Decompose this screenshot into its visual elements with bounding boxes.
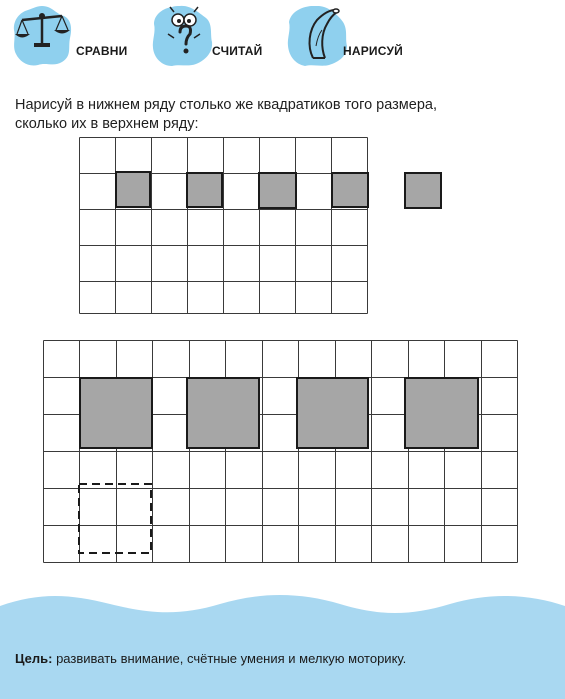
footer-wave	[0, 590, 565, 699]
goal-description: развивать внимание, счётные умения и мелкую моторику.	[52, 651, 407, 666]
big-square-3	[297, 378, 368, 448]
instruction-line-1: Нарисуй в нижнем ряду столько же квадратиков того размера,	[15, 97, 437, 113]
goal-label: Цель:	[15, 651, 53, 666]
header-label-count: СЧИТАЙ	[212, 44, 263, 58]
header-label-draw: НАРИСУЙ	[343, 44, 403, 58]
big-square-4	[405, 378, 478, 448]
header-label-compare: СРАВНИ	[76, 44, 128, 58]
dashed-sample-square	[79, 484, 151, 553]
instruction-line-2: сколько их в верхнем ряду:	[15, 116, 199, 132]
big-square-1	[80, 378, 152, 448]
big-square-2	[187, 378, 259, 448]
goal-text	[15, 651, 406, 666]
